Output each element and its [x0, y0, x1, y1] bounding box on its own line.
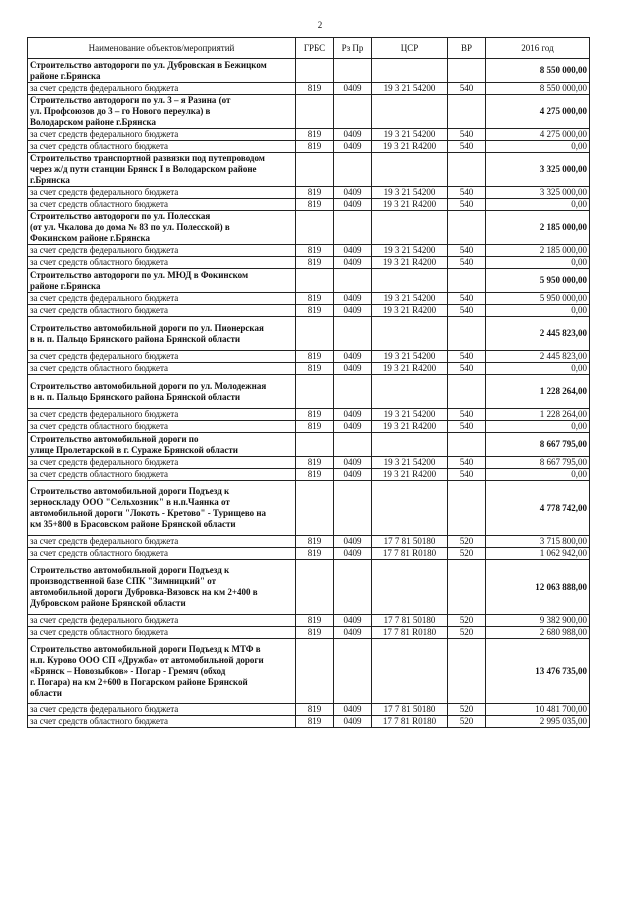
grbs-cell: 819 — [296, 627, 334, 639]
funding-amount: 10 481 700,00 — [486, 704, 590, 716]
rzpr-cell: 0409 — [334, 421, 372, 433]
empty-cell — [334, 269, 372, 293]
empty-cell — [372, 560, 448, 615]
csr-cell: 19 3 21 R4200 — [372, 141, 448, 153]
grbs-cell: 819 — [296, 615, 334, 627]
funding-source: за счет средств областного бюджета — [28, 305, 296, 317]
object-name-line: г. Погара) на км 2+600 в Погарском районе Брянской — [30, 676, 248, 687]
funding-row — [28, 305, 590, 317]
grbs-cell: 819 — [296, 536, 334, 548]
object-title-row — [28, 317, 590, 351]
grbs-cell: 819 — [296, 351, 334, 363]
funding-source: за счет средств федерального бюджета — [28, 409, 296, 421]
object-title-row — [28, 59, 590, 83]
csr-cell: 17 7 81 50180 — [372, 615, 448, 627]
csr-cell: 19 3 21 R4200 — [372, 257, 448, 269]
empty-cell — [334, 481, 372, 536]
funding-row — [28, 457, 590, 469]
grbs-cell: 819 — [296, 716, 334, 728]
empty-cell — [334, 95, 372, 129]
budget-table — [27, 37, 590, 728]
rzpr-cell: 0409 — [334, 615, 372, 627]
funding-source: за счет средств областного бюджета — [28, 548, 296, 560]
vr-cell: 520 — [448, 716, 486, 728]
object-name — [28, 59, 296, 83]
empty-cell — [448, 375, 486, 409]
funding-source: за счет средств федерального бюджета — [28, 245, 296, 257]
funding-amount: 2 680 988,00 — [486, 627, 590, 639]
funding-row — [28, 293, 590, 305]
grbs-cell: 819 — [296, 257, 334, 269]
vr-cell: 520 — [448, 615, 486, 627]
header-grbs: ГРБС — [296, 38, 334, 59]
csr-cell: 19 3 21 R4200 — [372, 305, 448, 317]
header-year: 2016 год — [486, 38, 590, 59]
object-name-line: производственной базе СПК "Зимницкий" от — [30, 576, 217, 586]
funding-amount: 3 715 800,00 — [486, 536, 590, 548]
object-total: 1 228 264,00 — [486, 375, 590, 409]
object-total: 8 667 795,00 — [486, 433, 590, 457]
funding-row — [28, 421, 590, 433]
vr-cell: 540 — [448, 129, 486, 141]
funding-source: за счет средств областного бюджета — [28, 421, 296, 433]
object-name-line: н.п. Курово ООО СП «Дружба» от автомобильной дороги — [30, 654, 264, 665]
object-total: 2 445 823,00 — [486, 317, 590, 351]
funding-amount: 8 667 795,00 — [486, 457, 590, 469]
csr-cell: 19 3 21 54200 — [372, 83, 448, 95]
funding-source: за счет средств областного бюджета — [28, 363, 296, 375]
funding-row — [28, 245, 590, 257]
object-name — [28, 375, 296, 409]
vr-cell: 540 — [448, 187, 486, 199]
object-title-row — [28, 481, 590, 536]
empty-cell — [448, 433, 486, 457]
empty-cell — [448, 153, 486, 187]
object-total: 8 550 000,00 — [486, 59, 590, 83]
vr-cell: 540 — [448, 245, 486, 257]
csr-cell: 19 3 21 R4200 — [372, 363, 448, 375]
grbs-cell: 819 — [296, 245, 334, 257]
object-name — [28, 211, 296, 245]
funding-source: за счет средств федерального бюджета — [28, 187, 296, 199]
vr-cell: 540 — [448, 363, 486, 375]
empty-cell — [448, 560, 486, 615]
object-name — [28, 560, 296, 615]
funding-source: за счет средств федерального бюджета — [28, 457, 296, 469]
funding-amount: 0,00 — [486, 305, 590, 317]
funding-row — [28, 187, 590, 199]
grbs-cell: 819 — [296, 293, 334, 305]
vr-cell: 520 — [448, 627, 486, 639]
empty-cell — [296, 433, 334, 457]
empty-cell — [372, 375, 448, 409]
object-name-line: Строительство автодороги по ул. МЮД в Фокинском — [30, 269, 249, 280]
empty-cell — [334, 639, 372, 704]
vr-cell: 540 — [448, 457, 486, 469]
header-vr: ВР — [448, 38, 486, 59]
object-name-line: районе г.Брянска — [30, 70, 101, 81]
empty-cell — [448, 269, 486, 293]
grbs-cell: 819 — [296, 141, 334, 153]
object-name-line: Володарском районе г.Брянска — [30, 117, 156, 127]
header-name: Наименование объектов/мероприятий — [28, 38, 296, 59]
empty-cell — [296, 560, 334, 615]
object-name-line: (от ул. Чкалова до дома № 83 по ул. Полесской) в — [30, 222, 230, 232]
object-name-line: Строительство автомобильной дороги Подъезд к — [30, 565, 230, 575]
empty-cell — [372, 639, 448, 704]
empty-cell — [372, 95, 448, 129]
funding-row — [28, 627, 590, 639]
empty-cell — [334, 211, 372, 245]
funding-row — [28, 141, 590, 153]
empty-cell — [296, 317, 334, 351]
object-name — [28, 269, 296, 293]
rzpr-cell: 0409 — [334, 129, 372, 141]
rzpr-cell: 0409 — [334, 627, 372, 639]
object-total: 13 476 735,00 — [486, 639, 590, 704]
object-name-line: районе г.Брянска — [30, 280, 101, 291]
vr-cell: 540 — [448, 351, 486, 363]
object-title-row — [28, 560, 590, 615]
object-name-line: Строительство автодороги по ул. 3 – я Разина (от — [30, 95, 231, 105]
empty-cell — [296, 375, 334, 409]
rzpr-cell: 0409 — [334, 199, 372, 211]
vr-cell: 540 — [448, 141, 486, 153]
object-name-line: Строительство автомобильной дороги Подъезд к МТФ в — [30, 643, 261, 654]
object-title-row — [28, 269, 590, 293]
vr-cell: 520 — [448, 548, 486, 560]
object-name-line: Строительство автомобильной дороги по ул. Молодежная — [30, 380, 267, 391]
funding-row — [28, 257, 590, 269]
empty-cell — [372, 433, 448, 457]
empty-cell — [334, 560, 372, 615]
empty-cell — [372, 481, 448, 536]
csr-cell: 17 7 81 R0180 — [372, 716, 448, 728]
funding-row — [28, 363, 590, 375]
object-name-line: Строительство автомобильной дороги по ул. Пионерская — [30, 322, 264, 333]
object-name-line: г.Брянска — [30, 175, 70, 185]
object-name-line: автомобильной дороги "Локоть - Кретово" - Турищево на — [30, 508, 267, 518]
empty-cell — [372, 317, 448, 351]
funding-row — [28, 469, 590, 481]
empty-cell — [372, 153, 448, 187]
object-name-line: Строительство автодороги по ул. Дубровская в Бежицком — [30, 59, 267, 70]
rzpr-cell: 0409 — [334, 187, 372, 199]
rzpr-cell: 0409 — [334, 257, 372, 269]
funding-amount: 2 995 035,00 — [486, 716, 590, 728]
funding-row — [28, 548, 590, 560]
vr-cell: 540 — [448, 469, 486, 481]
funding-source: за счет средств федерального бюджета — [28, 704, 296, 716]
funding-amount: 9 382 900,00 — [486, 615, 590, 627]
object-name — [28, 153, 296, 187]
object-name-line: через ж/д пути станции Брянск I в Володарском районе — [30, 164, 257, 174]
funding-amount: 2 185 000,00 — [486, 245, 590, 257]
funding-amount: 0,00 — [486, 421, 590, 433]
object-title-row — [28, 153, 590, 187]
grbs-cell: 819 — [296, 457, 334, 469]
grbs-cell: 819 — [296, 704, 334, 716]
csr-cell: 19 3 21 54200 — [372, 245, 448, 257]
object-title-row — [28, 375, 590, 409]
funding-source: за счет средств областного бюджета — [28, 627, 296, 639]
rzpr-cell: 0409 — [334, 351, 372, 363]
object-name-line: «Брянск – Новозыбков» - Погар - Гремяч (обход — [30, 665, 226, 676]
object-total: 2 185 000,00 — [486, 211, 590, 245]
csr-cell: 17 7 81 50180 — [372, 704, 448, 716]
rzpr-cell: 0409 — [334, 536, 372, 548]
empty-cell — [372, 59, 448, 83]
csr-cell: 19 3 21 R4200 — [372, 421, 448, 433]
vr-cell: 540 — [448, 305, 486, 317]
funding-source: за счет средств областного бюджета — [28, 469, 296, 481]
empty-cell — [296, 639, 334, 704]
csr-cell: 19 3 21 54200 — [372, 187, 448, 199]
object-name — [28, 639, 296, 704]
object-total: 5 950 000,00 — [486, 269, 590, 293]
rzpr-cell: 0409 — [334, 716, 372, 728]
funding-amount: 4 275 000,00 — [486, 129, 590, 141]
vr-cell: 540 — [448, 409, 486, 421]
object-title-row — [28, 433, 590, 457]
csr-cell: 17 7 81 R0180 — [372, 627, 448, 639]
grbs-cell: 819 — [296, 548, 334, 560]
grbs-cell: 819 — [296, 187, 334, 199]
funding-row — [28, 536, 590, 548]
csr-cell: 19 3 21 R4200 — [372, 469, 448, 481]
funding-amount: 1 228 264,00 — [486, 409, 590, 421]
funding-row — [28, 83, 590, 95]
empty-cell — [448, 95, 486, 129]
grbs-cell: 819 — [296, 409, 334, 421]
grbs-cell: 819 — [296, 363, 334, 375]
grbs-cell: 819 — [296, 83, 334, 95]
object-name-line: Дубровском районе Брянской области — [30, 598, 186, 608]
funding-source: за счет средств федерального бюджета — [28, 351, 296, 363]
funding-source: за счет средств федерального бюджета — [28, 83, 296, 95]
funding-amount: 0,00 — [486, 199, 590, 211]
empty-cell — [448, 317, 486, 351]
object-title-row — [28, 211, 590, 245]
rzpr-cell: 0409 — [334, 305, 372, 317]
csr-cell: 19 3 21 54200 — [372, 457, 448, 469]
grbs-cell: 819 — [296, 199, 334, 211]
funding-amount: 1 062 942,00 — [486, 548, 590, 560]
vr-cell: 540 — [448, 199, 486, 211]
object-name-line: области — [30, 687, 62, 698]
object-name-line: Фокинском районе г.Брянска — [30, 233, 151, 243]
object-name-line: в н. п. Пальцо Брянского района Брянской области — [30, 333, 241, 344]
funding-source: за счет средств федерального бюджета — [28, 615, 296, 627]
rzpr-cell: 0409 — [334, 141, 372, 153]
funding-amount: 5 950 000,00 — [486, 293, 590, 305]
object-name — [28, 317, 296, 351]
vr-cell: 520 — [448, 704, 486, 716]
object-total: 4 275 000,00 — [486, 95, 590, 129]
rzpr-cell: 0409 — [334, 704, 372, 716]
table-body — [28, 59, 590, 728]
object-name-line: ул. Профсоюзов до 3 – го Нового переулка) в — [30, 106, 211, 116]
vr-cell: 540 — [448, 257, 486, 269]
grbs-cell: 819 — [296, 305, 334, 317]
empty-cell — [296, 95, 334, 129]
funding-amount: 0,00 — [486, 363, 590, 375]
empty-cell — [334, 317, 372, 351]
rzpr-cell: 0409 — [334, 293, 372, 305]
vr-cell: 540 — [448, 421, 486, 433]
funding-amount: 0,00 — [486, 141, 590, 153]
object-name-line: Строительство автомобильной дороги по — [30, 433, 199, 444]
funding-row — [28, 199, 590, 211]
funding-source: за счет средств федерального бюджета — [28, 129, 296, 141]
empty-cell — [296, 481, 334, 536]
rzpr-cell: 0409 — [334, 83, 372, 95]
grbs-cell: 819 — [296, 469, 334, 481]
csr-cell: 19 3 21 R4200 — [372, 199, 448, 211]
funding-row — [28, 615, 590, 627]
table-header-row — [28, 38, 590, 59]
funding-source: за счет средств федерального бюджета — [28, 293, 296, 305]
empty-cell — [296, 211, 334, 245]
empty-cell — [334, 375, 372, 409]
empty-cell — [448, 639, 486, 704]
object-total: 12 063 888,00 — [486, 560, 590, 615]
funding-row — [28, 704, 590, 716]
empty-cell — [334, 153, 372, 187]
object-name-line: в н. п. Пальцо Брянского района Брянской области — [30, 391, 241, 402]
vr-cell: 520 — [448, 536, 486, 548]
funding-source: за счет средств областного бюджета — [28, 716, 296, 728]
rzpr-cell: 0409 — [334, 245, 372, 257]
object-total: 4 778 742,00 — [486, 481, 590, 536]
object-name-line: автомобильной дороги Дубровка-Вязовск на км 2+400 в — [30, 587, 258, 597]
object-name-line: Строительство транспортной развязки под путепроводом — [30, 153, 265, 163]
funding-row — [28, 351, 590, 363]
object-name-line: Строительство автодороги по ул. Полесская — [30, 211, 211, 221]
funding-source: за счет средств федерального бюджета — [28, 536, 296, 548]
rzpr-cell: 0409 — [334, 363, 372, 375]
csr-cell: 19 3 21 54200 — [372, 351, 448, 363]
empty-cell — [448, 481, 486, 536]
funding-source: за счет средств областного бюджета — [28, 257, 296, 269]
funding-amount: 8 550 000,00 — [486, 83, 590, 95]
object-name — [28, 95, 296, 129]
header-rzpr: Рз Пр — [334, 38, 372, 59]
funding-amount: 2 445 823,00 — [486, 351, 590, 363]
empty-cell — [448, 211, 486, 245]
csr-cell: 17 7 81 R0180 — [372, 548, 448, 560]
funding-amount: 0,00 — [486, 257, 590, 269]
rzpr-cell: 0409 — [334, 548, 372, 560]
grbs-cell: 819 — [296, 421, 334, 433]
rzpr-cell: 0409 — [334, 409, 372, 421]
vr-cell: 540 — [448, 293, 486, 305]
csr-cell: 17 7 81 50180 — [372, 536, 448, 548]
csr-cell: 19 3 21 54200 — [372, 129, 448, 141]
empty-cell — [448, 59, 486, 83]
object-name-line: Строительство автомобильной дороги Подъезд к — [30, 486, 230, 496]
object-title-row — [28, 95, 590, 129]
page-number: 2 — [317, 20, 323, 30]
object-total: 3 325 000,00 — [486, 153, 590, 187]
object-name — [28, 433, 296, 457]
funding-amount: 3 325 000,00 — [486, 187, 590, 199]
vr-cell: 540 — [448, 83, 486, 95]
empty-cell — [334, 433, 372, 457]
funding-row — [28, 129, 590, 141]
rzpr-cell: 0409 — [334, 469, 372, 481]
empty-cell — [334, 59, 372, 83]
csr-cell: 19 3 21 54200 — [372, 293, 448, 305]
empty-cell — [296, 59, 334, 83]
object-name-line: км 35+800 в Брасовском районе Брянской области — [30, 519, 236, 529]
empty-cell — [372, 211, 448, 245]
object-name — [28, 481, 296, 536]
empty-cell — [372, 269, 448, 293]
object-name-line: зерноскладу ООО "Сельхозник" в н.п.Чаянка от — [30, 497, 230, 507]
grbs-cell: 819 — [296, 129, 334, 141]
empty-cell — [296, 269, 334, 293]
header-csr: ЦСР — [372, 38, 448, 59]
funding-row — [28, 409, 590, 421]
csr-cell: 19 3 21 54200 — [372, 409, 448, 421]
funding-row — [28, 716, 590, 728]
funding-source: за счет средств областного бюджета — [28, 199, 296, 211]
object-name-line: улице Пролетарской в г. Сураже Брянской области — [30, 444, 238, 455]
rzpr-cell: 0409 — [334, 457, 372, 469]
funding-amount: 0,00 — [486, 469, 590, 481]
empty-cell — [296, 153, 334, 187]
object-title-row — [28, 639, 590, 704]
funding-source: за счет средств областного бюджета — [28, 141, 296, 153]
